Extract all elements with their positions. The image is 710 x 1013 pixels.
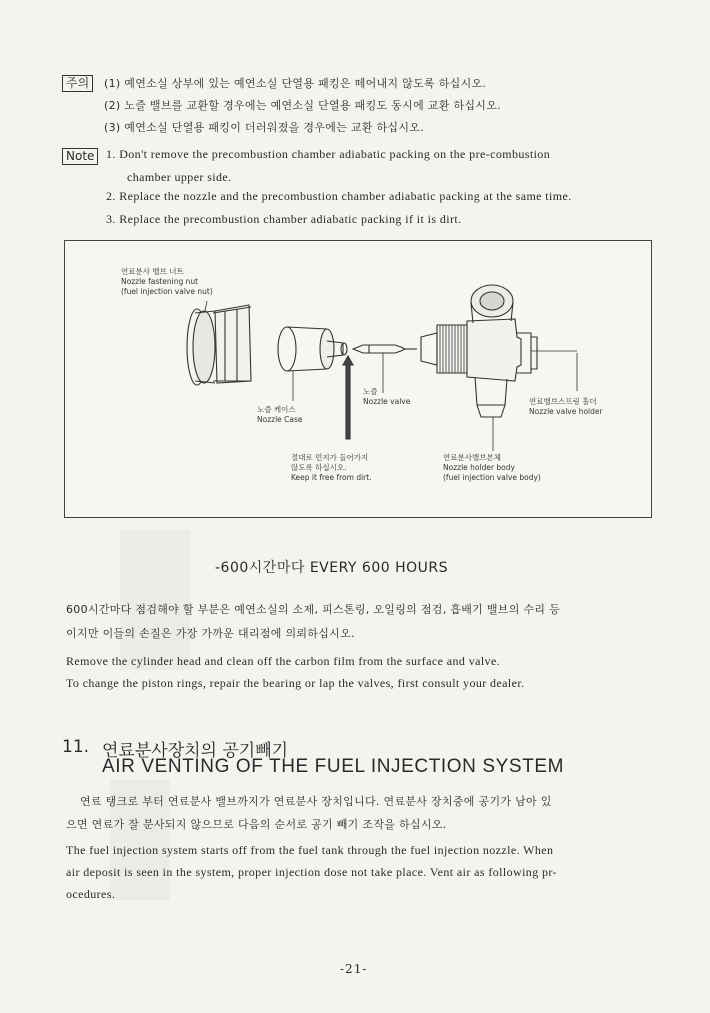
section-number: 11. — [62, 737, 90, 757]
every-600-hours-heading: -600시간마다 EVERY 600 HOURS — [215, 560, 449, 576]
nozzle-assembly-figure — [64, 240, 652, 518]
600h-en-line-1: Remove the cylinder head and clean off the carbon film from the surface and valve. — [66, 654, 501, 668]
section11-en-line-2: air deposit is seen in the system, proper injection dose not take place. Vent air as following pr- — [66, 865, 557, 879]
nozzle-valve-drawing — [353, 345, 417, 353]
section11-en-line-3: ocedures. — [66, 887, 116, 901]
dirt-warning-label: 절대로 먼지가 들어가지 않도록 하십시오. Keep it free from dirt. — [291, 453, 372, 482]
leader-lines — [205, 301, 577, 451]
nozzle-valve-label: 노즐 Nozzle valve — [363, 387, 411, 406]
caution-item-1: (1) 예연소실 상부에 있는 예연소실 단열용 패킹은 떼어내지 않도록 하십시오. — [104, 77, 487, 90]
nozzle-valve-holder-label: 연료밸브스프링 홀더 Nozzle valve holder — [529, 397, 603, 416]
section-title-en: AIR VENTING OF THE FUEL INJECTION SYSTEM — [102, 756, 565, 777]
600h-ko-line-2: 이지만 이들의 손질은 가장 가까운 대리점에 의뢰하십시오. — [66, 627, 355, 640]
nozzle-holder-body-drawing — [421, 285, 537, 417]
caution-item-2: (2) 노즐 밸브를 교환할 경우에는 예연소실 단열용 패킹도 동시에 교환 하십시오. — [104, 99, 501, 112]
caution-badge: 주의 — [62, 75, 93, 92]
dirt-warning-arrow — [343, 356, 353, 439]
nut-label: 연료분사 밸브 너트 Nozzle fastening nut (fuel injection valve nut) — [121, 267, 213, 296]
note-item-1-cont: chamber upper side. — [127, 170, 232, 184]
bleed-through — [120, 530, 190, 670]
section11-en-line-1: The fuel injection system starts off from the fuel tank through the fuel injection nozzle. When — [66, 843, 554, 857]
page-number: -21- — [340, 962, 368, 976]
caution-item-3: (3) 예연소실 단열용 패킹이 더러워졌을 경우에는 교환 하십시오. — [104, 121, 425, 134]
section-title-ko: 연료분사장치의 공기빼기 — [102, 741, 289, 761]
section11-ko-line-1: 연료 탱크로 부터 연료분사 밸브까지가 연료분사 장치입니다. 연료분사 장치중에 공기가 남아 있 — [80, 795, 552, 808]
nozzle-case-drawing — [278, 327, 347, 371]
note-badge: Note — [62, 148, 98, 165]
600h-ko-line-1: 600시간마다 점검해야 할 부분은 예연소실의 소제, 피스톤링, 오일링의 점검, 흡배기 밸브의 수리 등 — [66, 603, 561, 616]
section11-ko-line-2: 으면 연료가 잘 분사되지 않으므로 다음의 순서로 공기 빼기 조작을 하십시오. — [66, 818, 447, 831]
note-item-1: 1. Don't remove the precombustion chamber adiabatic packing on the pre-combustion — [106, 147, 551, 161]
nozzle-fastening-nut-drawing — [187, 305, 251, 385]
note-item-3: 3. Replace the precombustion chamber adiabatic packing if it is dirt. — [106, 212, 462, 226]
nozzle-holder-body-label: 연료분사밸브본체 Nozzle holder body (fuel injection valve body) — [443, 453, 541, 482]
600h-en-line-2: To change the piston rings, repair the bearing or lap the valves, first consult your dealer. — [66, 676, 525, 690]
nozzle-case-label: 노즐 케이스 Nozzle Case — [257, 405, 303, 424]
note-item-2: 2. Replace the nozzle and the precombustion chamber adiabatic packing at the same time. — [106, 189, 572, 203]
